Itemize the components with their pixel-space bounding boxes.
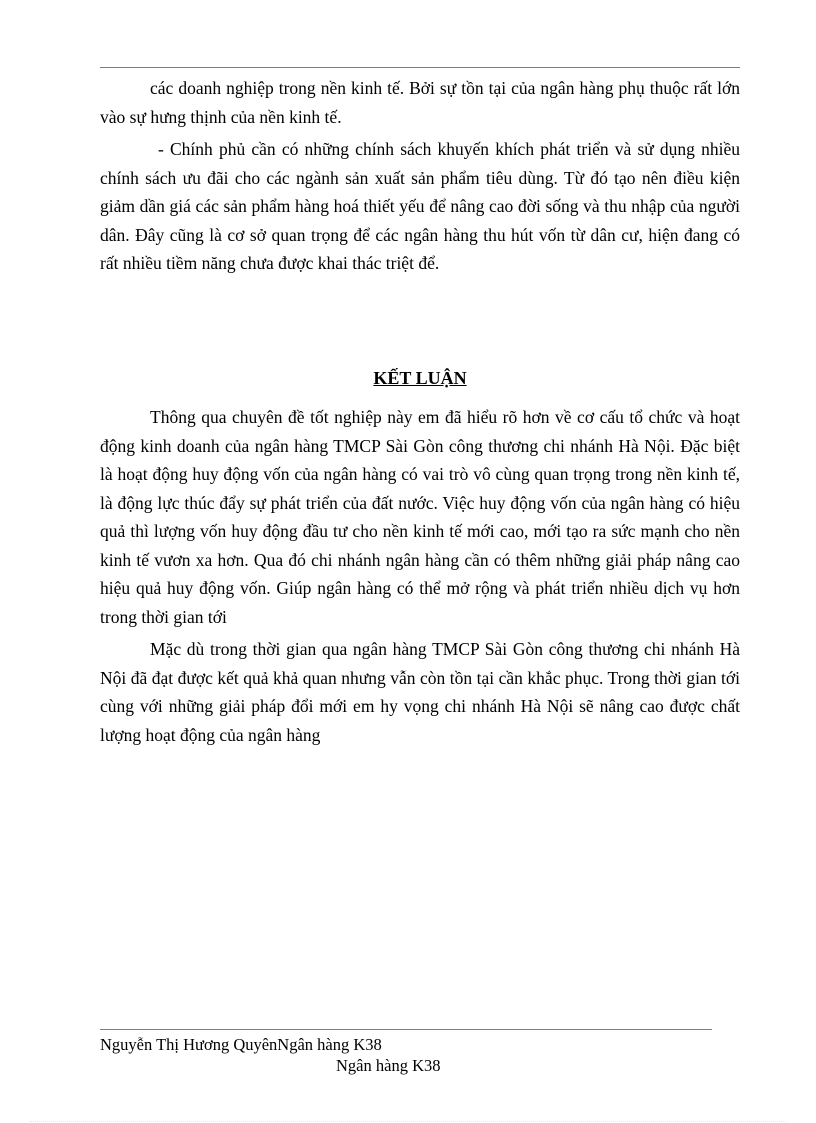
top-text-block: [100, 74, 740, 282]
footer-department-line: Ngân hàng K38: [336, 1056, 441, 1075]
footer-rule: [100, 1029, 712, 1030]
paragraph-government-policy: - Chính phủ cần có những chính sách khuyến khích phát triển và sử dụng nhiều chính sách ưu đãi cho các ngành sản xuất sản phẩm tiêu dùng. Từ đó tạo nên điều kiện giảm dần giá các sản phẩm hàng hoá thiết yếu để nâng cao đời sống và thu nhập của người dân. Đây cũng là cơ sở quan trọng để các ngân hàng thu hút vốn từ dân cư, hiện đang có rất nhiều tiềm năng chưa được khai thác triệt để.: [100, 139, 740, 273]
conclusion-text-block: [100, 403, 740, 753]
header-rule: [100, 67, 740, 68]
conclusion-paragraph-1: Thông qua chuyên đề tốt nghiệp này em đã hiểu rõ hơn về cơ cấu tổ chức và hoạt động kinh doanh của ngân hàng TMCP Sài Gòn công thương chi nhánh Hà Nội. Đặc biệt là hoạt động huy động vốn của ngân hàng có vai trò vô cùng quan trọng trong nền kinh tế, là động lực thúc đẩy sự phát triển của đất nước. Việc huy động vốn của ngân hàng có hiệu quả thì lượng vốn huy động đầu tư cho nền kinh tế mới cao, mới tạo ra sức mạnh cho nền kinh tế vươn xa hơn. Qua đó chi nhánh ngân hàng cần có thêm những giải pháp nâng cao hiệu quả huy động vốn. Giúp ngân hàng có thể mở rộng và phát triển nhiều dịch vụ hơn trong thời gian tới: [100, 407, 740, 627]
page-bottom-edge: [30, 1121, 786, 1122]
footer-author-line: Nguyễn Thị Hương QuyênNgân hàng K38: [100, 1035, 382, 1054]
conclusion-heading: KẾT LUẬN: [373, 368, 467, 388]
conclusion-paragraph-2: Mặc dù trong thời gian qua ngân hàng TMCP Sài Gòn công thương chi nhánh Hà Nội đã đạt được kết quả khả quan nhưng vẫn còn tồn tại cần khắc phục. Trong thời gian tới cùng với những giải pháp đổi mới em hy vọng chi nhánh Hà Nội sẽ nâng cao được chất lượng hoạt động của ngân hàng: [100, 639, 740, 745]
paragraph-continuation: các doanh nghiệp trong nền kinh tế. Bởi sự tồn tại của ngân hàng phụ thuộc rất lớn vào sự hưng thịnh của nền kinh tế.: [100, 78, 740, 127]
